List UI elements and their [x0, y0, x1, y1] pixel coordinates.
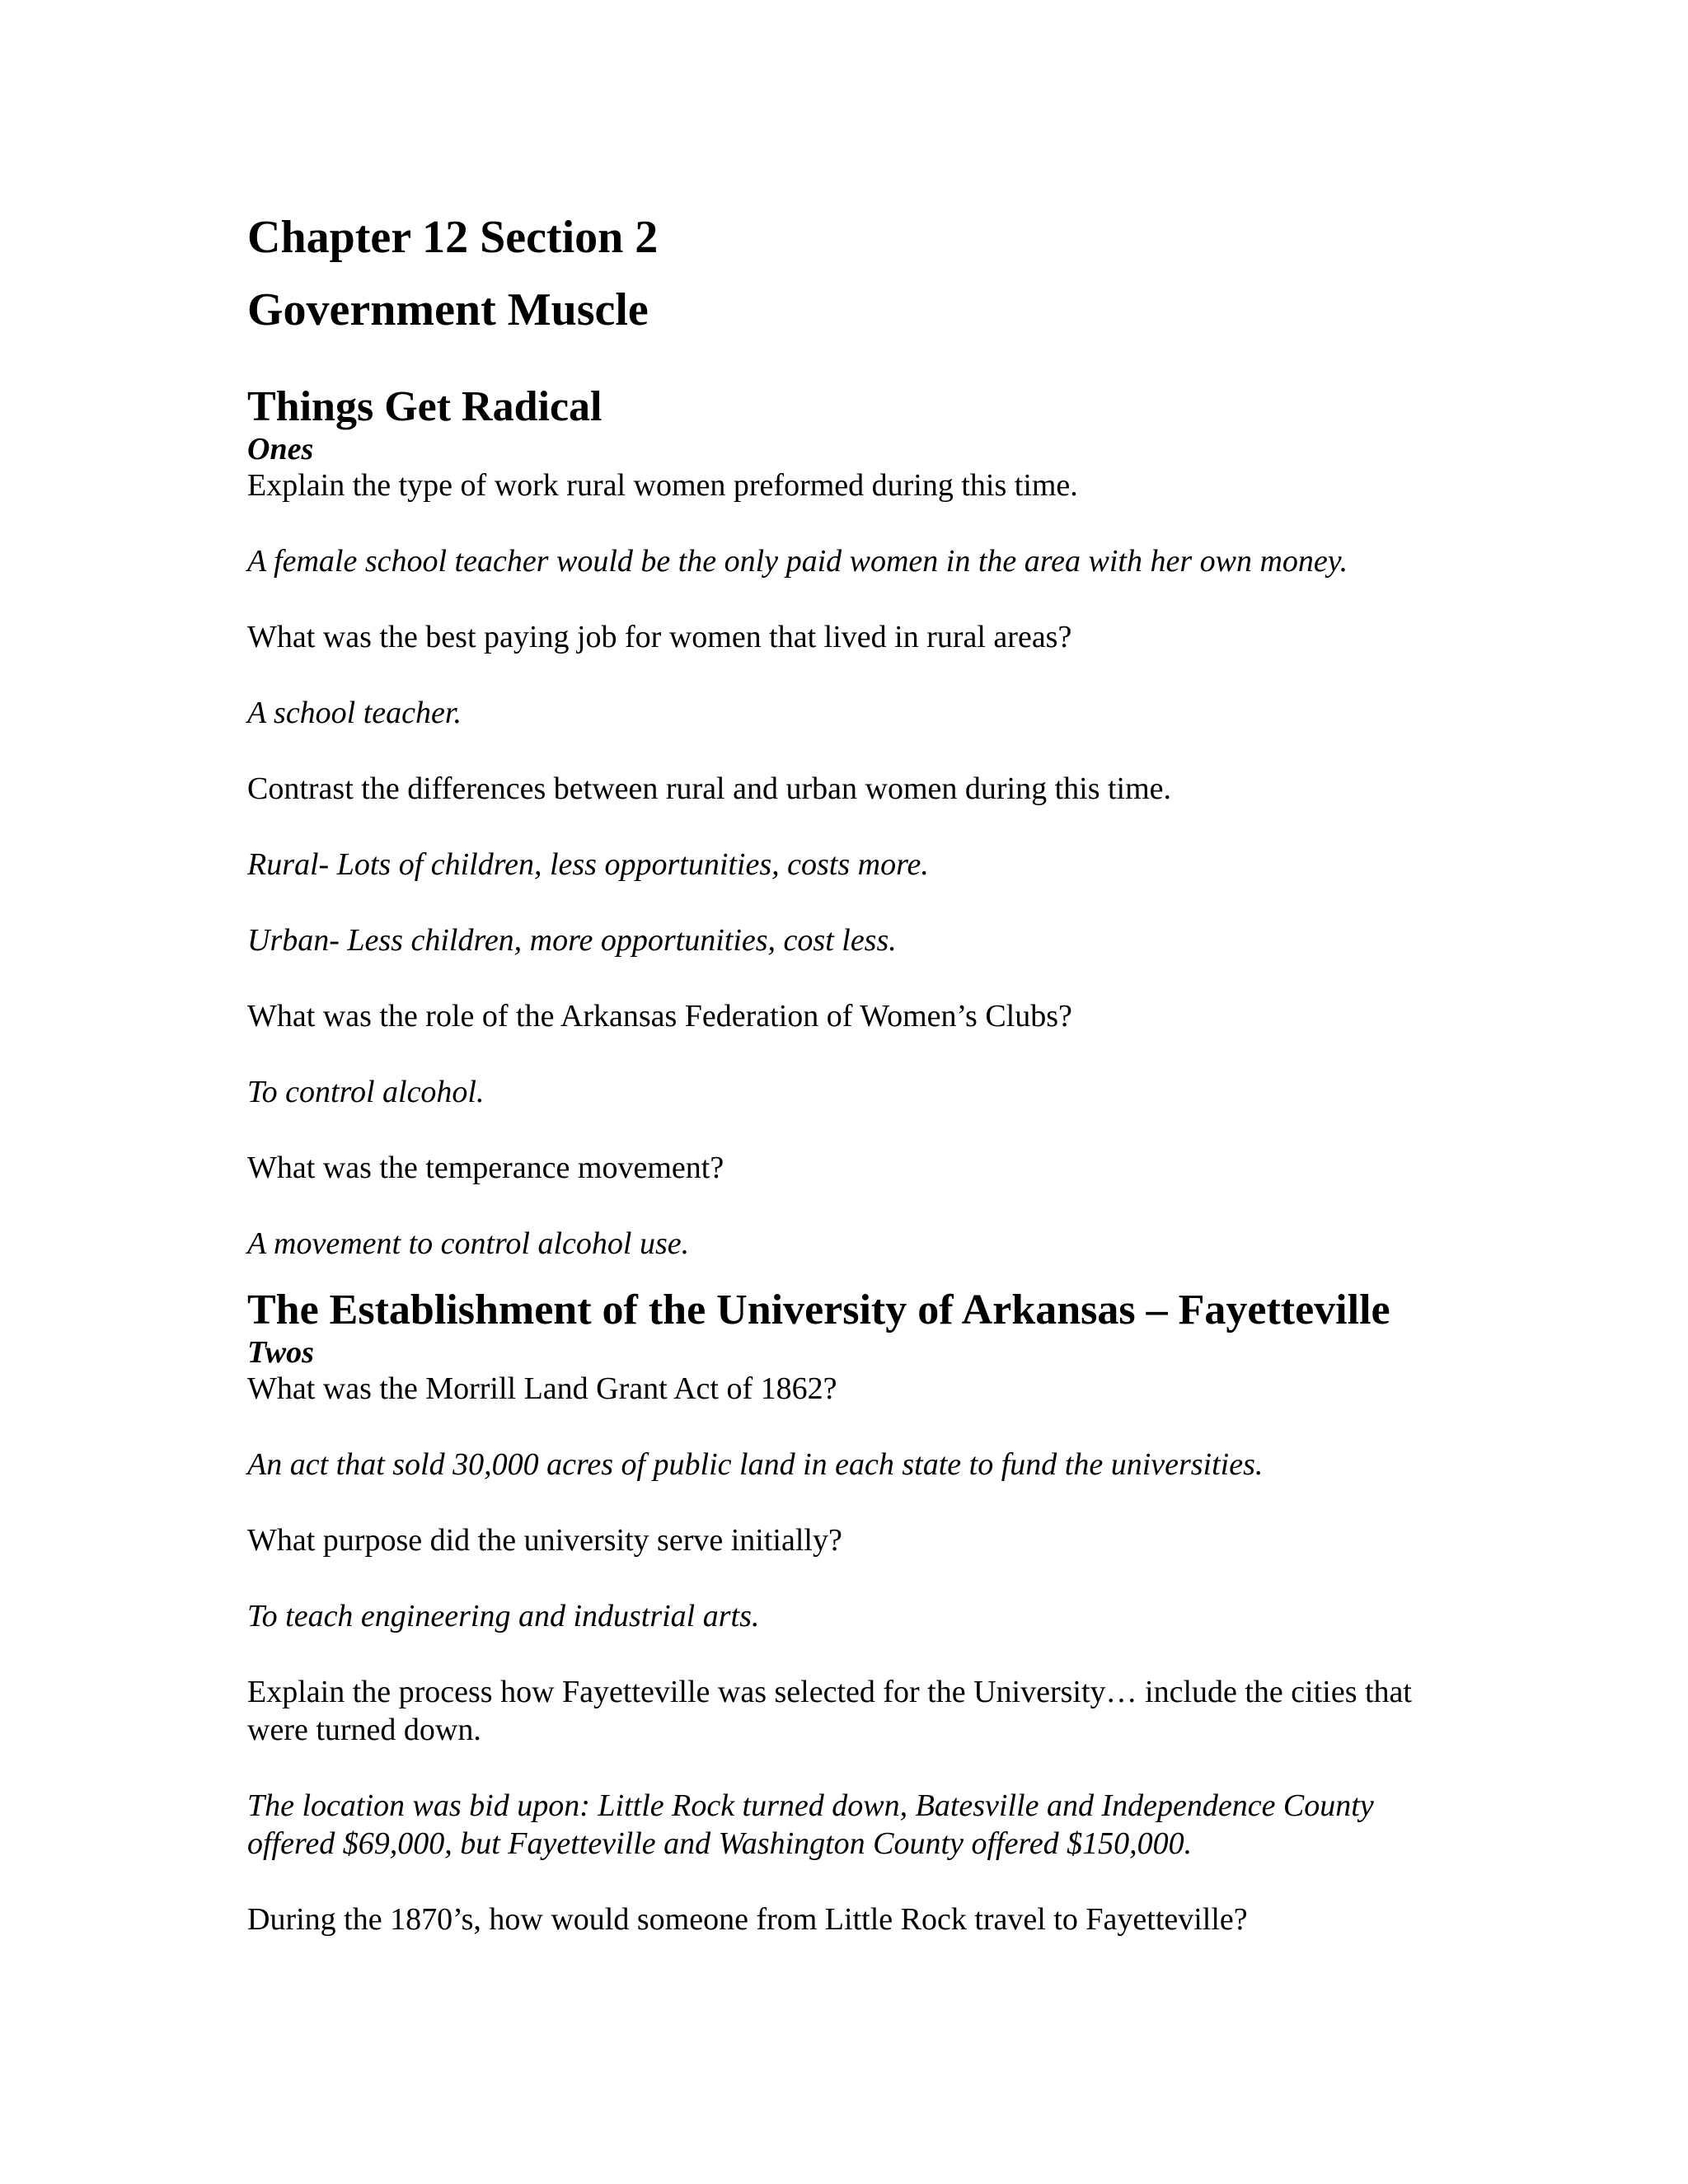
answer: A school teacher. [247, 696, 462, 730]
answer: The location was bid upon: Little Rock turned down, Batesville and Independence County offered $69,000, but Fayetteville and Washington County offered $150,000. [247, 1788, 1374, 1861]
question: Explain the type of work rural women preformed during this time. [247, 468, 1078, 503]
answer: An act that sold 30,000 acres of public land in each state to fund the universities. [247, 1447, 1264, 1482]
question: What was the temperance movement? [247, 1151, 724, 1185]
question: What was the Morrill Land Grant Act of 1862? [247, 1371, 837, 1406]
question: What purpose did the university serve initially? [247, 1523, 842, 1558]
answer: To teach engineering and industrial arts. [247, 1599, 760, 1633]
title-line-1: Chapter 12 Section 2 [247, 212, 659, 263]
answer: Urban- Less children, more opportunities, cost less. [247, 923, 897, 958]
group-label: Twos [247, 1335, 314, 1370]
answer: A movement to control alcohol use. [247, 1226, 690, 1261]
document-title [247, 198, 1451, 349]
section-heading: Things Get Radical [247, 383, 603, 430]
answer: To control alcohol. [247, 1075, 485, 1109]
question: Explain the process how Fayetteville was selected for the University… include the cities that were turned down. [247, 1675, 1412, 1747]
answer: Rural- Lots of children, less opportunities, costs more. [247, 847, 929, 882]
title-line-2: Government Muscle [247, 284, 649, 335]
question: What was the best paying job for women that lived in rural areas? [247, 620, 1072, 654]
question: During the 1870’s, how would someone from Little Rock travel to Fayetteville? [247, 1902, 1248, 1937]
question: Contrast the differences between rural and urban women during this time. [247, 771, 1172, 806]
group-label: Ones [247, 432, 314, 466]
section-heading: The Establishment of the University of Arkansas – Fayetteville [247, 1286, 1390, 1333]
question: What was the role of the Arkansas Federation of Women’s Clubs? [247, 999, 1072, 1033]
document-page [247, 198, 1451, 1938]
answer: A female school teacher would be the only paid women in the area with her own money. [247, 544, 1348, 579]
